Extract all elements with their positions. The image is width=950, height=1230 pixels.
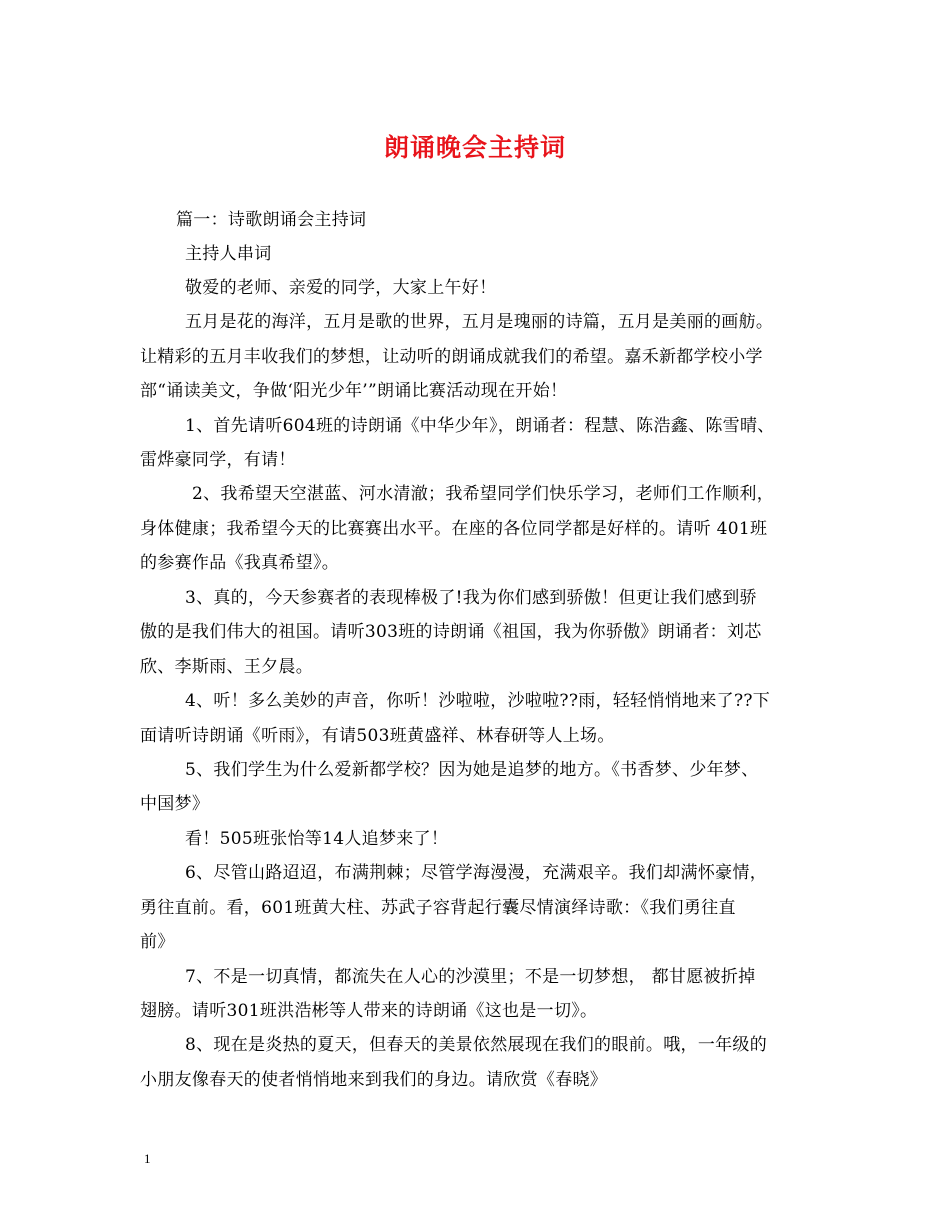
paragraph-line: 8、现在是炎热的夏天，但春天的美景依然展现在我们的眼前。哦，一年级的 — [185, 1035, 768, 1055]
paragraph-line: 6、尽管山路迢迢，布满荆棘；尽管学海漫漫，充满艰辛。我们却满怀豪情， — [185, 863, 768, 883]
document-title: 朗诵晚会主持词 — [383, 133, 566, 162]
page-number: 1 — [144, 1151, 151, 1166]
paragraph-line: 五月是花的海洋，五月是歌的世界，五月是瑰丽的诗篇，五月是美丽的画舫。 — [185, 312, 774, 332]
paragraph-line: 雷烨豪同学，有请！ — [140, 450, 296, 470]
paragraph-line: 看！505班张怡等14人追梦来了！ — [185, 829, 449, 849]
paragraph-line: 的参赛作品《我真希望》。 — [140, 553, 340, 573]
paragraph-line: 身体健康；我希望今天的比赛赛出水平。在座的各位同学都是好样的。请听 401班 — [140, 519, 768, 539]
paragraph-line: 4、听！多么美妙的声音，你听！沙啦啦，沙啦啦??雨，轻轻悄悄地来了??下 — [185, 691, 771, 711]
paragraph-line: 让精彩的五月丰收我们的梦想，让动听的朗诵成就我们的希望。嘉禾新都学校小学 — [140, 347, 763, 367]
paragraph-line: 勇往直前。看，601班黄大柱、苏武子容背起行囊尽情演绎诗歌：《我们勇往直 — [140, 898, 736, 918]
paragraph-line: 中国梦》 — [140, 794, 210, 814]
paragraph-line: 敬爱的老师、亲爱的同学，大家上午好！ — [185, 278, 497, 298]
paragraph-line: 前》 — [140, 932, 175, 952]
paragraph-line: 主持人串词 — [185, 244, 272, 264]
paragraph-line: 2、我希望天空湛蓝、河水清澈；我希望同学们快乐学习，老师们工作顺利， — [192, 484, 775, 504]
paragraph-line: 面请听诗朗诵《听雨》，有请503班黄盛祥、林春研等人上场。 — [140, 726, 615, 746]
paragraph-line: 5、我们学生为什么爱新都学校？因为她是追梦的地方。《书香梦、少年梦、 — [185, 760, 759, 780]
section-heading: 篇一：诗歌朗诵会主持词 — [176, 210, 367, 230]
paragraph-line: 傲的是我们伟大的祖国。请听303班的诗朗诵《祖国，我为你骄傲》朗诵者：刘芯 — [140, 622, 762, 642]
paragraph-line: 3、真的，今天参赛者的表现棒极了!我为你们感到骄傲！但更让我们感到骄 — [185, 588, 757, 608]
paragraph-line: 欣、李斯雨、王夕晨。 — [140, 657, 313, 677]
paragraph-line: 部“诵读美文，争做‘阳光少年’”朗诵比赛活动现在开始！ — [140, 381, 568, 401]
paragraph-line: 1、首先请听604班的诗朗诵《中华少年》，朗诵者：程慧、陈浩鑫、陈雪晴、 — [185, 416, 775, 436]
paragraph-line: 7、不是一切真情，都流失在人心的沙漠里；不是一切梦想， 都甘愿被折掉 — [185, 967, 756, 987]
paragraph-line: 翅膀。请听301班洪浩彬等人带来的诗朗诵《这也是一切》。 — [140, 1001, 598, 1021]
paragraph-line: 小朋友像春天的使者悄悄地来到我们的身边。请欣赏《春晓》 — [140, 1070, 608, 1090]
